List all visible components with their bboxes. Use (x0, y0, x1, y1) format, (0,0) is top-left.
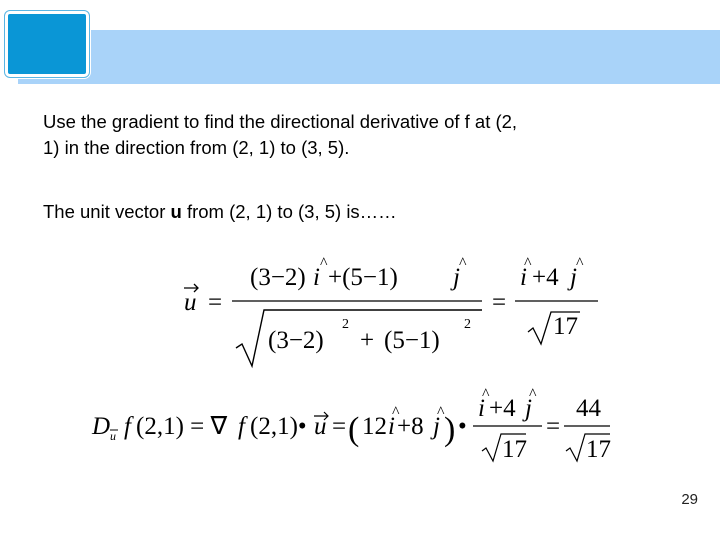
fraction-j-hat: j (525, 395, 532, 422)
lhs-u: u (184, 289, 197, 316)
slide-number: 29 (681, 491, 698, 508)
unit-vector-symbol: u (170, 201, 182, 222)
point-and-dot: (2,1)• (250, 413, 307, 440)
equals-sign: = (492, 289, 507, 316)
result-plus-4: +4 (532, 264, 559, 291)
unit-vector-equation (170, 248, 610, 370)
gradient-i-hat: i (388, 413, 395, 440)
exponent-2: 2 (342, 317, 349, 332)
problem-statement (43, 109, 683, 161)
hat-icon: ^ (459, 255, 467, 272)
result-j-hat: j (570, 264, 577, 291)
header-band (18, 30, 720, 84)
header-accent-square (5, 11, 89, 77)
close-paren: ) (444, 411, 456, 448)
subscript-u: u (110, 429, 116, 443)
numerator-y-component: +(5−1) (328, 264, 398, 291)
unit-vector-statement (43, 199, 683, 225)
numerator-j-hat: j (453, 264, 460, 291)
hat-icon: ^ (482, 386, 490, 403)
problem-line-2: 1) in the direction from (2, 1) to (3, 5). (43, 137, 350, 158)
numerator-x-component: (3−2) (250, 264, 306, 291)
unit-vector-text-after: from (2, 1) to (3, 5) is…… (181, 201, 397, 222)
problem-line-1: Use the gradient to find the directional derivative of f at (2, (43, 111, 518, 132)
dot-product: • (458, 413, 467, 440)
hat-icon: ^ (437, 404, 445, 421)
open-paren: ( (348, 411, 360, 448)
denominator-plus: + (360, 327, 375, 354)
denominator-x-diff: (3−2) (268, 327, 324, 354)
fraction-plus-4: +4 (489, 395, 516, 422)
hat-icon: ^ (524, 255, 532, 272)
hat-icon: ^ (529, 386, 537, 403)
vector-u: u (314, 413, 327, 440)
fraction-denominator: 17 (502, 436, 527, 463)
gradient-j-hat: j (433, 413, 440, 440)
point-and-nabla: (2,1) = ∇ (136, 413, 228, 440)
unit-vector-text-before: The unit vector (43, 201, 171, 222)
numerator-i-hat: i (313, 264, 320, 291)
equals-sign: = (546, 413, 561, 440)
function-f: f (238, 413, 245, 440)
result-i-hat: i (520, 264, 527, 291)
equals-sign: = (332, 413, 347, 440)
hat-icon: ^ (576, 255, 584, 272)
denominator-y-diff: (5−1) (384, 327, 440, 354)
result-denominator: 17 (586, 436, 611, 463)
derivative-D: D (92, 413, 111, 440)
gradient-x: 12 (362, 413, 387, 440)
function-f: f (124, 413, 131, 440)
hat-icon: ^ (320, 255, 328, 272)
exponent-2: 2 (464, 317, 471, 332)
hat-icon: ^ (392, 404, 400, 421)
gradient-y: +8 (397, 413, 424, 440)
fraction-i-hat: i (478, 395, 485, 422)
result-numerator: 44 (576, 395, 601, 422)
directional-derivative-equation (92, 384, 622, 464)
equals-sign: = (208, 289, 223, 316)
result-denominator: 17 (553, 313, 578, 340)
